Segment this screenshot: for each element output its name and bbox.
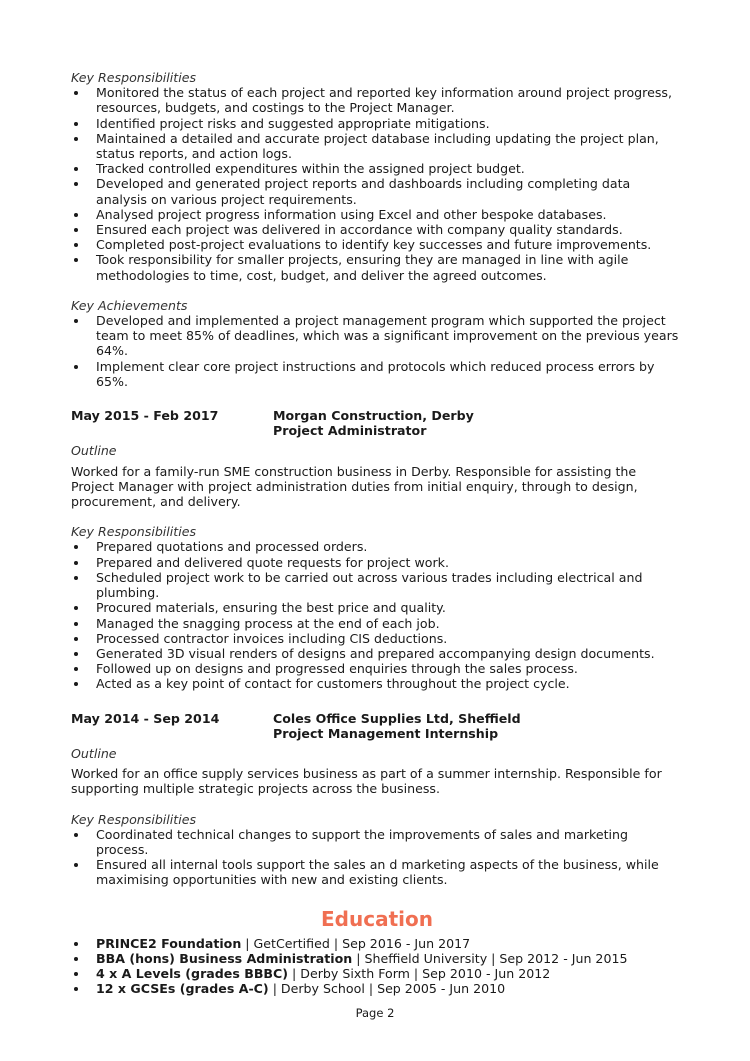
job3-responsibilities-list xyxy=(71,827,683,888)
education-qualification: 12 x GCSEs (grades A-C) xyxy=(96,981,269,997)
job3-header xyxy=(71,711,683,741)
list-item: Scheduled project work to be carried out across various trades including electrical and plumbing. xyxy=(71,570,683,600)
list-item xyxy=(71,981,683,996)
page-number: Page 2 xyxy=(355,1006,395,1020)
job1-responsibilities-list xyxy=(71,85,683,283)
list-item: Implement clear core project instructions and protocols which reduced process errors by 65%. xyxy=(71,359,683,389)
job2-role: Project Administrator xyxy=(273,423,427,439)
job1-achievements-label: Key Achievements xyxy=(71,297,188,313)
list-item xyxy=(71,936,683,951)
job1-responsibilities-label: Key Responsibilities xyxy=(71,70,197,85)
education-details: | Sheffield University | Sep 2012 - Jun 2015 xyxy=(352,950,628,966)
job3-outline-label: Outline xyxy=(71,745,117,761)
list-item: Ensured all internal tools support the sales an d marketing aspects of the business, while maximising opportunities with new and existing clients. xyxy=(71,857,683,887)
education-details: | Derby School | Sep 2005 - Jun 2010 xyxy=(268,981,506,997)
job3-dates: May 2014 - Sep 2014 xyxy=(71,710,220,726)
list-item: Prepared and delivered quote requests for project work. xyxy=(71,555,683,570)
list-item: Acted as a key point of contact for customers throughout the project cycle. xyxy=(71,676,683,691)
job3-company: Coles Office Supplies Ltd, Sheffield xyxy=(273,710,521,726)
job2-company: Morgan Construction, Derby xyxy=(273,408,474,424)
job2-dates: May 2015 - Feb 2017 xyxy=(71,408,219,424)
list-item: Analysed project progress information using Excel and other bespoke databases. xyxy=(71,207,683,222)
education-heading: Education xyxy=(321,906,433,931)
education-details: | GetCertified | Sep 2016 - Jun 2017 xyxy=(241,935,471,951)
education-qualification: PRINCE2 Foundation xyxy=(96,935,242,951)
job2-responsibilities-label: Key Responsibilities xyxy=(71,524,197,540)
resume-content xyxy=(71,70,683,996)
list-item: Tracked controlled expenditures within the assigned project budget. xyxy=(71,161,683,176)
education-list xyxy=(71,936,683,997)
list-item xyxy=(71,951,683,966)
list-item: Monitored the status of each project and reported key information around project progress, resources, budgets, and costings to the Project Manager. xyxy=(71,85,683,115)
job2-outline-label: Outline xyxy=(71,443,117,459)
list-item: Maintained a detailed and accurate project database including updating the project plan, status reports, and action logs. xyxy=(71,131,683,161)
list-item: Identified project risks and suggested appropriate mitigations. xyxy=(71,116,683,131)
education-details: | Derby Sixth Form | Sep 2010 - Jun 2012 xyxy=(288,965,551,981)
list-item: Took responsibility for smaller projects, ensuring they are managed in line with agile methodologies to time, cost, budget, and deliver the agreed outcomes. xyxy=(71,252,683,282)
list-item: Generated 3D visual renders of designs and prepared accompanying design documents. xyxy=(71,646,683,661)
job3-role: Project Management Internship xyxy=(273,725,499,741)
list-item: Developed and implemented a project management program which supported the project team to meet 85% of deadlines, which was a significant improvement on the previous years 64%. xyxy=(71,313,683,359)
job2-responsibilities-list xyxy=(71,539,683,691)
list-item: Prepared quotations and processed orders. xyxy=(71,539,683,554)
list-item xyxy=(71,966,683,981)
list-item: Managed the snagging process at the end of each job. xyxy=(71,616,683,631)
list-item: Processed contractor invoices including CIS deductions. xyxy=(71,631,683,646)
job2-outline: Worked for a family-run SME construction business in Derby. Responsible for assisting the Project Manager with project administration duties from initial enquiry, through to design, procurement, and delivery. xyxy=(71,463,638,510)
job2-header xyxy=(71,408,683,438)
list-item: Procured materials, ensuring the best price and quality. xyxy=(71,600,683,615)
job1-achievements-list xyxy=(71,313,683,389)
education-qualification: BBA (hons) Business Administration xyxy=(96,950,353,966)
list-item: Coordinated technical changes to support the improvements of sales and marketing process. xyxy=(71,827,683,857)
list-item: Ensured each project was delivered in accordance with company quality standards. xyxy=(71,222,683,237)
education-qualification: 4 x A Levels (grades BBBC) xyxy=(96,965,289,981)
list-item: Followed up on designs and progressed enquiries through the sales process. xyxy=(71,661,683,676)
list-item: Developed and generated project reports and dashboards including completing data analysis on various project requirements. xyxy=(71,176,683,206)
list-item: Completed post-project evaluations to identify key successes and future improvements. xyxy=(71,237,683,252)
job3-responsibilities-label: Key Responsibilities xyxy=(71,811,197,827)
job3-outline: Worked for an office supply services business as part of a summer internship. Responsible for supporting multiple strategic projects across the business. xyxy=(71,766,662,797)
